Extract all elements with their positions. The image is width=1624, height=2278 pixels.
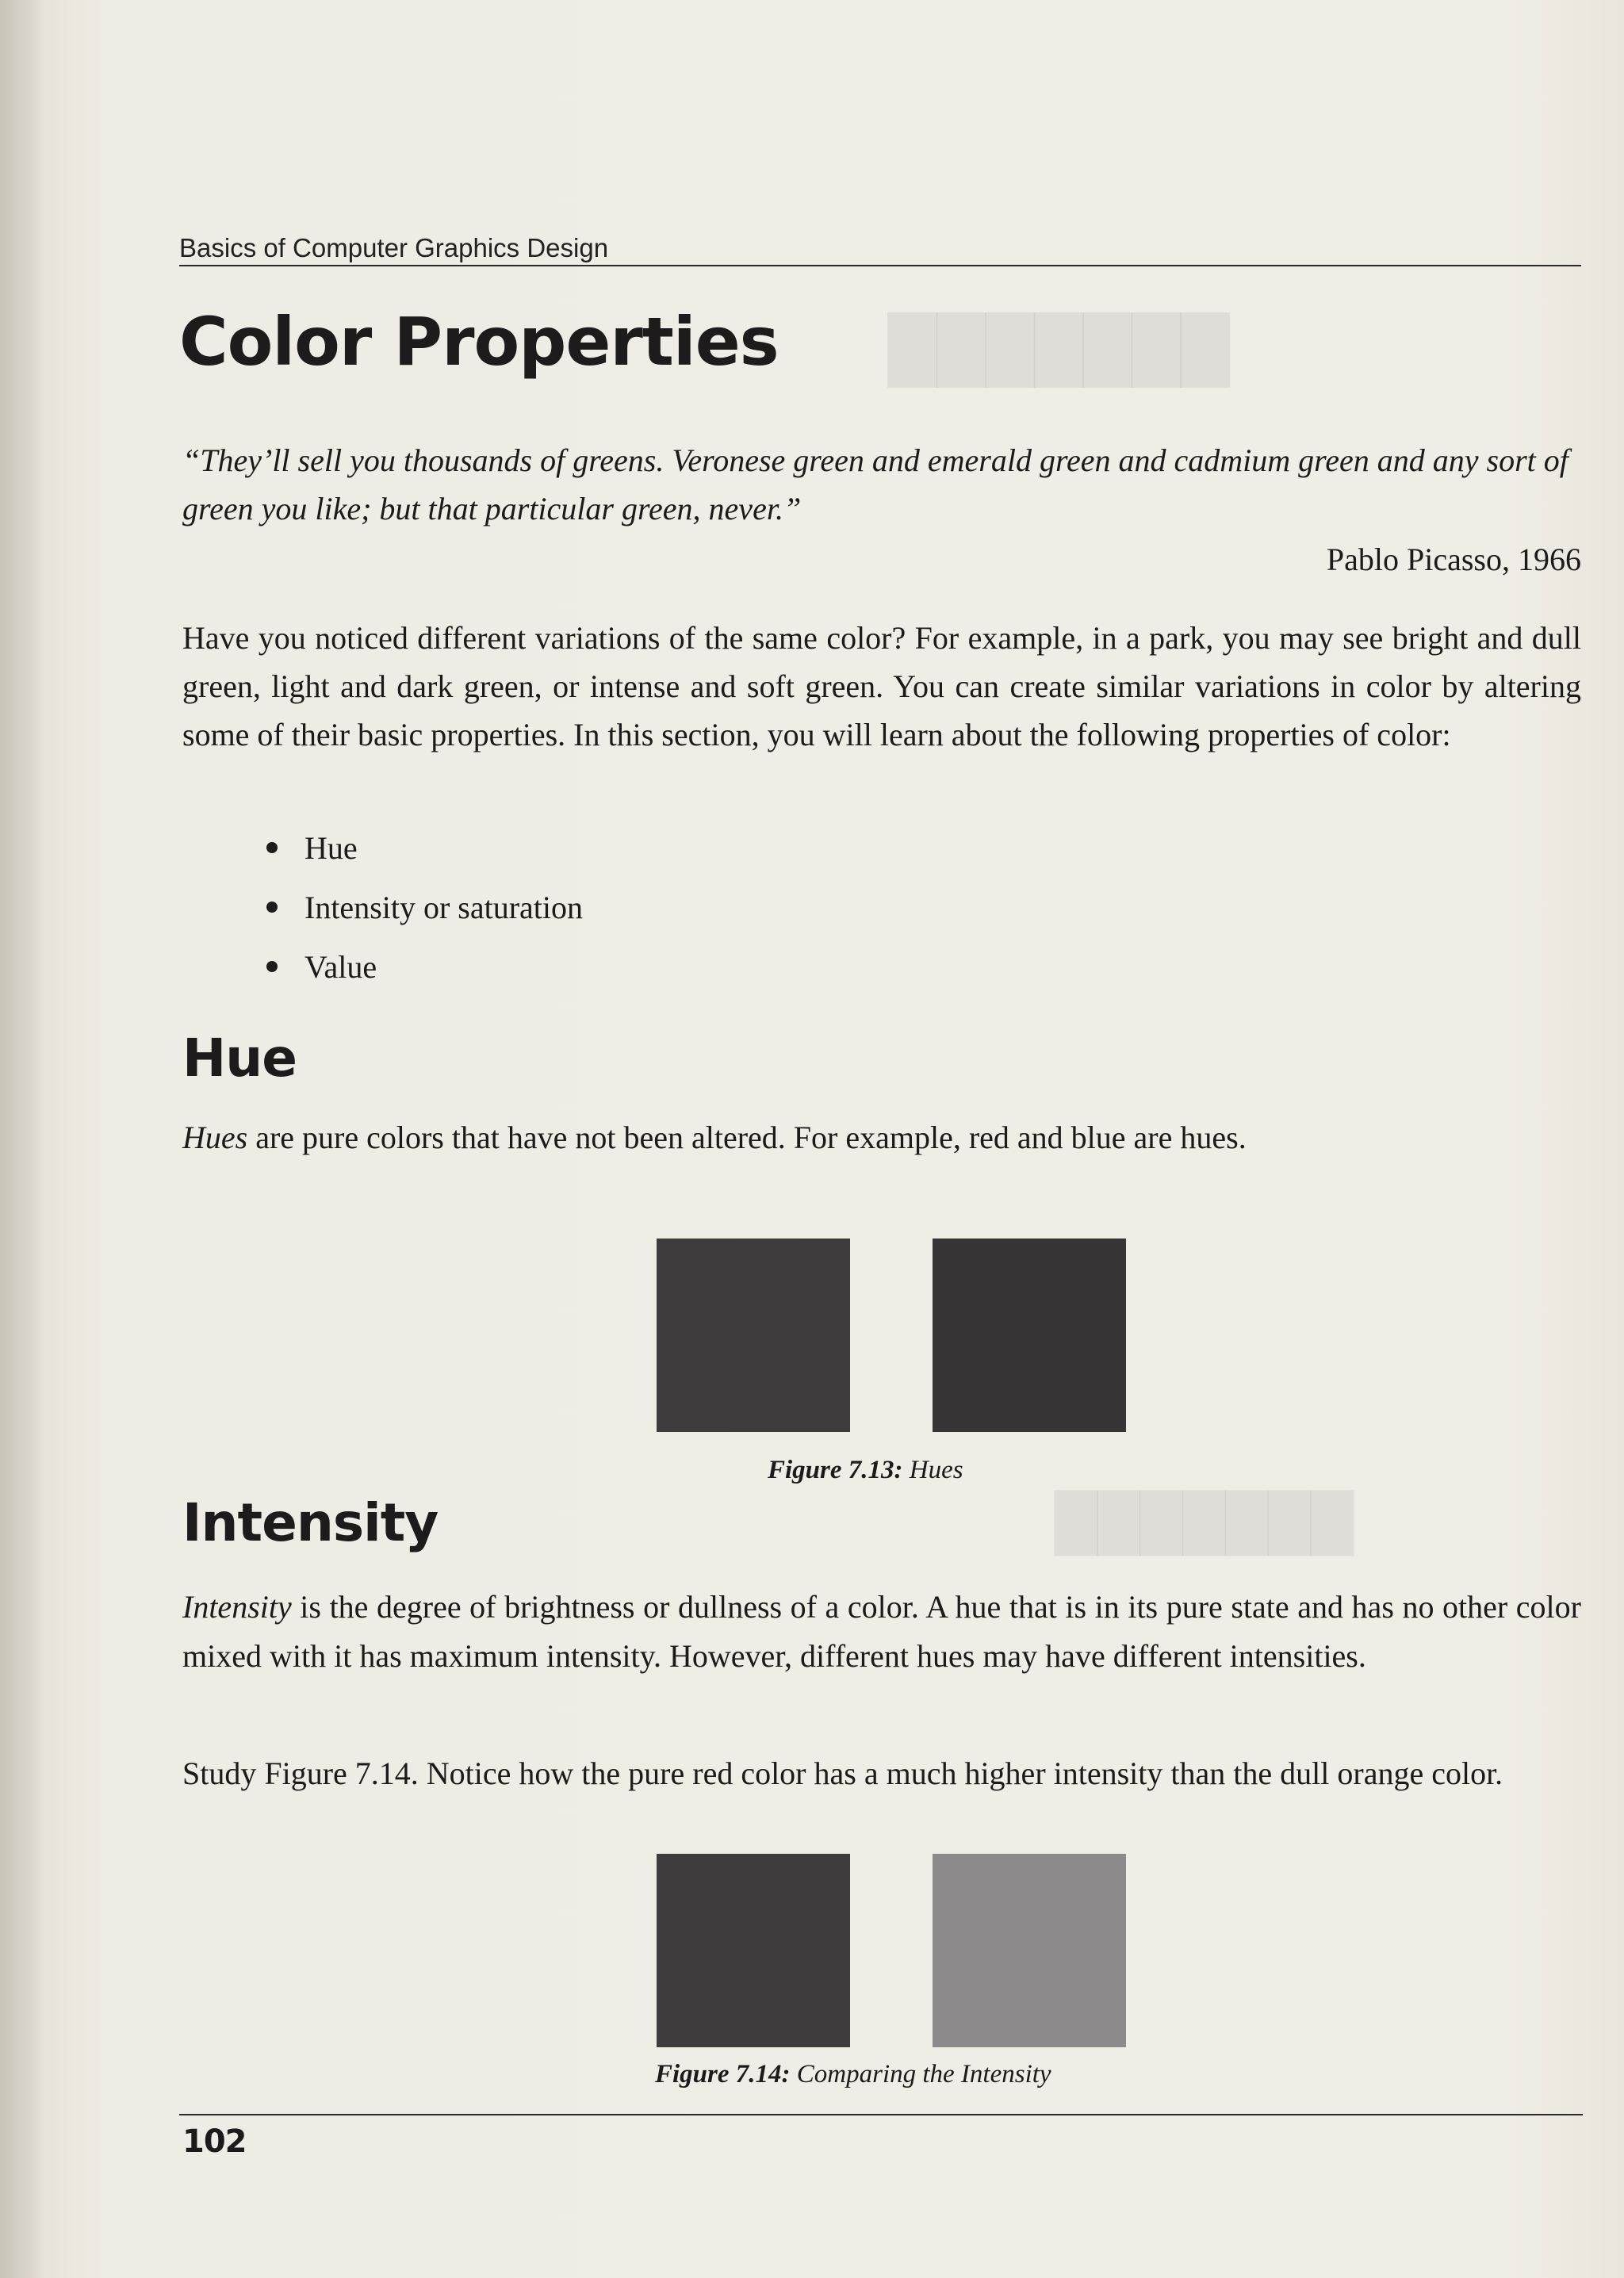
running-header-title: Basics of Computer Graphics Design: [179, 233, 609, 262]
hue-swatch-2: [933, 1239, 1126, 1432]
show-through-shadow: ███████: [888, 313, 1230, 387]
list-item: Value: [262, 937, 583, 997]
intensity-swatch-red: [657, 1854, 850, 2047]
section-heading-hue: Hue: [182, 1028, 297, 1089]
hue-swatch-1: [657, 1239, 850, 1432]
running-header: [179, 230, 1581, 266]
list-item: Hue: [262, 818, 583, 878]
intensity-swatch-orange: [933, 1854, 1126, 2047]
page-binding-shadow: [0, 0, 44, 2278]
intensity-paragraph: [182, 1583, 1581, 1681]
intro-paragraph: Have you noticed different variations of the same color? For example, in a park, you may see bright and dull green, light and dark green, or intense and soft green. You can create similar variations in color by altering some of their basic properties. In this section, you will learn about the following properties of color:: [182, 620, 1581, 752]
footer-rule: [179, 2114, 1583, 2115]
figure-caption: [768, 1456, 963, 1485]
term-hues: Hues: [182, 1120, 248, 1155]
figure-caption: [655, 2060, 1051, 2089]
list-item: Intensity or saturation: [262, 878, 583, 937]
hue-paragraph: [182, 1113, 1581, 1162]
figure-caption-text: Comparing the Intensity: [790, 2060, 1051, 2088]
page-number: 102: [182, 2123, 247, 2160]
page-title: Color Properties: [179, 303, 779, 381]
quote-attribution: Pablo Picasso, 1966: [1326, 542, 1581, 577]
figure-label: Figure 7.13:: [768, 1456, 903, 1484]
hue-definition: are pure colors that have not been altered. For example, red and blue are hues.: [247, 1120, 1247, 1155]
quote: “They’ll sell you thousands of greens. Veronese green and emerald green and cadmium green and any sort of green you like; but that particular green, never.”: [182, 442, 1568, 526]
intensity-definition: is the degree of brightness or dullness of a color. A hue that is in its pure state and has no other color mixed with it has maximum intensity. However, different hues may have different intensities.: [182, 1589, 1581, 1674]
term-intensity: Intensity: [182, 1589, 292, 1625]
figure-caption-text: Hues: [902, 1456, 963, 1484]
figure-label: Figure 7.14:: [655, 2060, 791, 2088]
study-paragraph: Study Figure 7.14. Notice how the pure red color has a much higher intensity than the dull orange color.: [182, 1755, 1503, 1791]
section-heading-intensity: Intensity: [182, 1492, 439, 1553]
properties-list: [262, 818, 583, 997]
show-through-shadow: ███████: [1055, 1491, 1354, 1556]
